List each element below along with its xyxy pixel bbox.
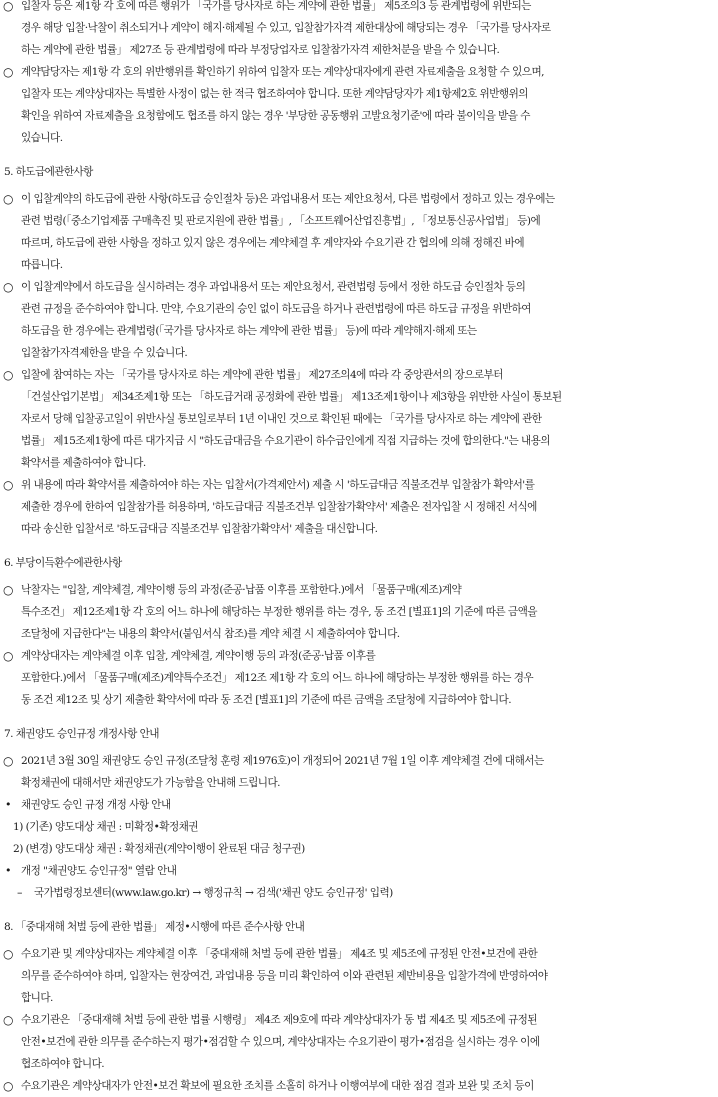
circle-bullet-icon: ○	[3, 0, 14, 13]
numbered-item	[0, 838, 718, 860]
text-line: 포함한다.)에서 「물품구매(제조)계약특수조건」 제12조 제1항 각 호의 어느 하나에 해당하는 부정한 행위를 하는 경우	[21, 672, 534, 684]
section-heading: 7. 채권양도 승인규정 개정사항 안내	[4, 728, 159, 740]
text-line: 의무를 준수하여야 하며, 입찰자는 현장여건, 과업내용 등을 미리 확인하여 이와 관련된 제반비용을 입찰가격에 반영하여야	[21, 970, 548, 982]
circle-bullet-icon: ○	[3, 192, 14, 206]
text-line: 따라 송신한 입찰서로 '하도급대금 직불조건부 입찰참가확약서' 제출을 대신합니다.	[21, 523, 378, 535]
text-line: 「건설산업기본법」 제34조제1항 또는 「하도급거래 공정화에 관한 법률」 제13조제1항이나 제3항을 위반한 사실이 통보된	[21, 391, 562, 403]
text-line: 낙찰자는 "입찰, 계약체결, 계약이행 등의 과정(준공·납품 이후를 포함한다.)에서 「물품구매(제조)계약	[21, 584, 462, 596]
text-line: 있습니다.	[21, 132, 63, 144]
text-line: 이 입찰계약의 하도급에 관한 사항(하도급 승인절차 등)은 과업내용서 또는 제안요청서, 다른 법령에서 정하고 있는 경우에는	[21, 193, 555, 205]
text-line: 하도급을 한 경우에는 관계법령(「국가를 당사자로 하는 계약에 관한 법률」 등)에 따라 계약해지·해제 또는	[21, 325, 477, 337]
text-line: 법률」 제15조제1항에 따른 대가지급 시 "하도급대금을 수요기관이 하수급인에게 직접 지급하는 것에 합의한다."는 내용의	[21, 435, 551, 447]
dash-icon: –	[17, 886, 23, 899]
section-heading: 6. 부당이득환수에관한사항	[4, 557, 122, 569]
list-item	[0, 579, 718, 645]
circle-bullet-icon: ○	[3, 65, 14, 79]
list-item	[0, 750, 718, 794]
text-line: 확약서를 제출하여야 합니다.	[21, 457, 146, 469]
circle-bullet-icon: ○	[3, 368, 14, 382]
text-line: 관련 법령(「중소기업제품 구매촉진 및 판로지원에 관한 법률」, 「소프트웨어산업진흥법」, 「정보통신공사업법」 등)에	[21, 215, 541, 227]
text-line: 합니다.	[21, 992, 53, 1004]
bullet-item	[0, 860, 718, 882]
text-line: 개정 "채권양도 승인규정" 열람 안내	[21, 865, 177, 877]
circle-bullet-icon: ○	[3, 583, 14, 597]
text-line: 입찰자 또는 계약상대자는 특별한 사정이 없는 한 적극 협조하여야 합니다. 또한 계약담당자가 제1항제2호 위반행위의	[21, 88, 528, 100]
text-line: 조달청에 지급한다"는 내용의 확약서(붙임서식 참조)를 계약 체결 시 제출하여야 합니다.	[21, 628, 400, 640]
text-line: 위 내용에 따라 확약서를 제출하여야 하는 자는 입찰서(가격제안서) 제출 시 '하도급대금 직불조건부 입찰참가 확약서'를	[21, 479, 535, 491]
circle-bullet-icon: ○	[3, 947, 14, 961]
text-line: 수요기관은 계약상대자가 안전•보건 확보에 필요한 조치를 소홀히 하거나 이행여부에 대한 점검 결과 보완 및 조치 등이	[21, 1080, 534, 1092]
text-line: 이 입찰계약에서 하도급을 실시하려는 경우 과업내용서 또는 제안요청서, 관련법령 등에서 정한 하도급 승인절차 등의	[21, 281, 526, 293]
list-item	[0, 364, 718, 474]
section	[0, 556, 718, 711]
text-line: 수요기관 및 계약상대자는 계약체결 이후 「중대재해 처벌 등에 관한 법률」 제4조 및 제5조에 규정된 안전•보건에 관한	[21, 948, 538, 960]
section-spacer	[0, 904, 718, 920]
bullet-item	[0, 794, 718, 816]
section	[0, 727, 718, 904]
text-line: 계약상대자는 계약체결 이후 입찰, 계약체결, 계약이행 등의 과정(준공·납품 이후를	[21, 650, 376, 662]
numbered-item	[0, 816, 718, 838]
text-line: 안전•보건에 관한 의무를 준수하는지 평가•점검할 수 있으며, 계약상대자는 수요기관이 평가•점검을 실시하는 경우 이에	[21, 1036, 540, 1048]
list-item	[0, 276, 718, 364]
section-heading: 5. 하도급에관한사항	[4, 166, 93, 178]
text-line: 계약담당자는 제1항 각 호의 위반행위를 확인하기 위하여 입찰자 또는 계약상대자에게 관련 자료제출을 요청할 수 있으며,	[21, 66, 544, 78]
text-line: 자로서 당해 입찰공고일이 위반사실 통보일로부터 1년 이내인 것으로 확인된 때에는 「국가를 당사자로 하는 계약에 관한	[21, 413, 542, 425]
text-line: 입찰에 참여하는 자는 「국가를 당사자로 하는 계약에 관한 법률」 제27조의4에 따라 각 중앙관서의 장으로부터	[21, 369, 503, 381]
list-item	[0, 943, 718, 1009]
text-line: 1) (기존) 양도대상 채권 : 미확정•확정채권	[13, 821, 198, 833]
list-item	[0, 1009, 718, 1075]
text-line: 수요기관은 「중대재해 처벌 등에 관한 법률 시행령」 제4조 제9호에 따라 계약상대자가 동 법 제4조 및 제5조에 규정된	[21, 1014, 538, 1026]
text-line: 관련 규정을 준수하여야 합니다. 만약, 수요기관의 승인 없이 하도급을 하거나 관련법령에 따른 하도급 규정을 위반하여	[21, 303, 531, 315]
list-item	[0, 645, 718, 711]
text-line: 2021년 3월 30일 채권양도 승인 규정(조달청 훈령 제1976호)이 개정되어 2021년 7월 1일 이후 계약체결 건에 대해서는	[21, 755, 544, 767]
text-line: 협조하여야 합니다.	[21, 1058, 105, 1070]
text-line: 2) (변경) 양도대상 채권 : 확정채권(계약이행이 완료된 대금 청구권)	[13, 843, 305, 855]
section-spacer	[0, 149, 718, 165]
text-line: 채권양도 승인 규정 개정 사항 안내	[21, 799, 171, 811]
text-line: 입찰참가자격제한을 받을 수 있습니다.	[21, 347, 188, 359]
section	[0, 920, 718, 1097]
dot-bullet-icon: •	[5, 864, 12, 877]
dot-bullet-icon: •	[5, 798, 12, 811]
text-line: 경우 해당 입찰·낙찰이 취소되거나 계약이 해지·해제될 수 있고, 입찰참가자격 제한대상에 해당되는 경우 「국가를 당사자로	[21, 22, 551, 34]
list-item	[0, 0, 718, 61]
text-line: 동 조건 제12조 및 상기 제출한 확약서에 따라 동 조건 [별표1]의 기준에 따른 금액을 조달청에 지급하여야 합니다.	[21, 694, 512, 706]
section	[0, 165, 718, 540]
text-line: 확인을 위하여 자료제출을 요청함에도 협조를 하지 않는 경우 '부당한 공동행위 고발요청기준'에 따라 불이익을 받을 수	[21, 110, 530, 122]
list-item	[0, 188, 718, 276]
list-item	[0, 474, 718, 540]
text-line: 국가법령정보센터(www.law.go.kr) → 행정규칙 → 검색('채권 양도 승인규정' 입력)	[34, 887, 393, 899]
circle-bullet-icon: ○	[3, 754, 14, 768]
section-spacer	[0, 711, 718, 727]
text-line: 확정채권에 대해서만 채권양도가 가능함을 안내해 드립니다.	[21, 777, 280, 789]
text-line: 입찰자 등은 제1항 각 호에 따른 행위가 「국가를 당사자로 하는 계약에 관한 법률」 제5조의3 등 관계법령에 위반되는	[21, 0, 531, 12]
text-line: 제출한 경우에 한하여 입찰참가를 허용하며, '하도급대금 직불조건부 입찰참가확약서' 제출은 전자입찰 시 정해진 서식에	[21, 501, 537, 513]
circle-bullet-icon: ○	[3, 649, 14, 663]
text-line: 하는 계약에 관한 법률」 제27조 등 관계법령에 따라 부정당업자로 입찰참가자격 제한처분을 받을 수 있습니다.	[21, 44, 500, 56]
text-line: 특수조건」 제12조제1항 각 호의 어느 하나에 해당하는 부정한 행위를 하는 경우, 동 조건 [별표1]의 기준에 따른 금액을	[21, 606, 537, 618]
circle-bullet-icon: ○	[3, 1013, 14, 1027]
section-spacer	[0, 540, 718, 556]
circle-bullet-icon: ○	[3, 1079, 14, 1093]
section-heading: 8. 「중대재해 처벌 등에 관한 법률」 제정•시행에 따른 준수사항 안내	[4, 921, 305, 933]
text-line: 따릅니다.	[21, 259, 63, 271]
text-line: 따르며, 하도급에 관한 사항을 정하고 있지 않은 경우에는 계약체결 후 계약자와 수요기관 간 협의에 의해 정해진 바에	[21, 237, 525, 249]
list-item	[0, 61, 718, 149]
circle-bullet-icon: ○	[3, 280, 14, 294]
dash-item	[0, 882, 718, 904]
circle-bullet-icon: ○	[3, 478, 14, 492]
list-item	[0, 1075, 718, 1097]
